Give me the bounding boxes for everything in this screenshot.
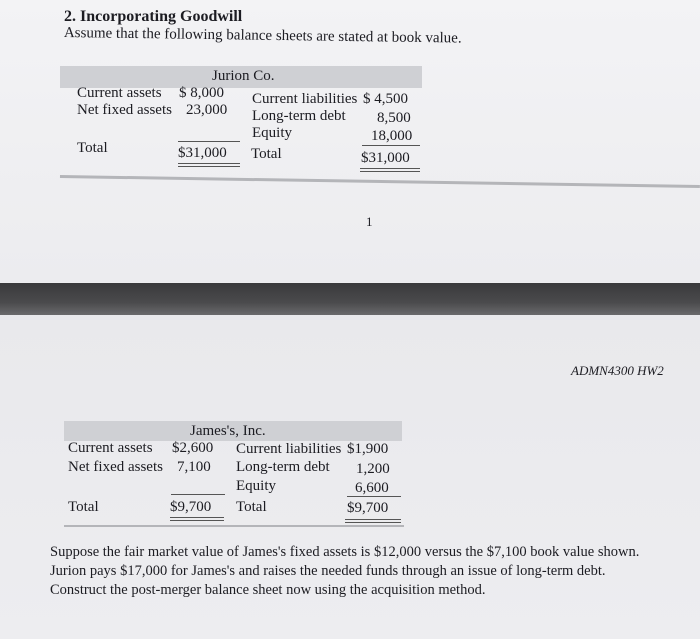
jurion-long-term-debt-value: 8,500 xyxy=(377,110,411,126)
jurion-left-double-rule-2 xyxy=(178,166,240,167)
james-equity-value: 6,600 xyxy=(355,480,389,496)
jurion-total-label: Total xyxy=(77,140,108,156)
james-current-assets-value: $2,600 xyxy=(172,440,214,456)
jurion-title: Jurion Co. xyxy=(212,68,275,84)
jurion-right-double-rule-1 xyxy=(360,168,420,169)
james-equity-label: Equity xyxy=(236,478,276,494)
jurion-equity-value: 18,000 xyxy=(371,128,413,144)
james-long-term-debt-value: 1,200 xyxy=(356,461,390,477)
jurion-right-subtotal-rule xyxy=(362,145,420,146)
jurion-current-liabilities-label: Current liabilities xyxy=(252,91,358,107)
james-right-double-rule-1 xyxy=(345,519,401,520)
james-total-assets: $9,700 xyxy=(170,499,212,515)
jurion-total-liabilities-equity: $31,000 xyxy=(361,150,410,166)
jurion-net-fixed-assets-value: 23,000 xyxy=(186,102,228,118)
jurion-net-fixed-assets-label: Net fixed assets xyxy=(77,102,172,118)
course-label: ADMN4300 HW2 xyxy=(571,363,664,378)
problem-heading: 2. Incorporating Goodwill xyxy=(64,8,243,25)
page-divider xyxy=(0,283,700,315)
james-total-right-label: Total xyxy=(236,499,267,515)
jurion-equity-label: Equity xyxy=(252,125,292,141)
jurion-right-double-rule-2 xyxy=(360,171,420,172)
jurion-current-liabilities-value: $ 4,500 xyxy=(363,91,408,107)
james-total-label: Total xyxy=(68,499,99,515)
question-text: Suppose the fair market value of James's fixed assets is $12,000 versus the $7,100 book value shown. Jurion pays $17,000 for James's and raises the needed funds through an issue of long-term debt. Construct the post-merger balance sheet now using the acquisition method. xyxy=(50,544,640,598)
jurion-left-double-rule-1 xyxy=(178,163,240,164)
problem-intro: Assume that the following balance sheets are stated at book value. xyxy=(63,25,462,47)
james-bottom-border xyxy=(64,525,404,527)
james-left-subtotal-rule xyxy=(171,494,225,495)
james-left-double-rule-1 xyxy=(170,517,224,518)
james-net-fixed-assets-value: 7,100 xyxy=(177,459,211,475)
james-total-liabilities-equity: $9,700 xyxy=(347,500,389,516)
james-current-liabilities-label: Current liabilities xyxy=(236,441,342,457)
james-current-assets-label: Current assets xyxy=(68,440,153,456)
james-right-double-rule-2 xyxy=(345,522,401,523)
jurion-total-assets: $31,000 xyxy=(178,145,227,161)
jurion-left-subtotal-rule xyxy=(178,141,240,142)
james-current-liabilities-value: $1,900 xyxy=(347,441,389,457)
james-left-double-rule-2 xyxy=(170,520,224,521)
page-number: 1 xyxy=(366,214,373,229)
james-title: James's, Inc. xyxy=(190,423,266,439)
jurion-current-assets-value: $ 8,000 xyxy=(179,85,224,101)
james-long-term-debt-label: Long-term debt xyxy=(236,459,330,475)
james-net-fixed-assets-label: Net fixed assets xyxy=(68,459,163,475)
james-right-subtotal-rule xyxy=(347,496,401,497)
jurion-total-right-label: Total xyxy=(251,146,282,162)
jurion-long-term-debt-label: Long-term debt xyxy=(252,108,346,124)
jurion-current-assets-label: Current assets xyxy=(77,85,162,101)
